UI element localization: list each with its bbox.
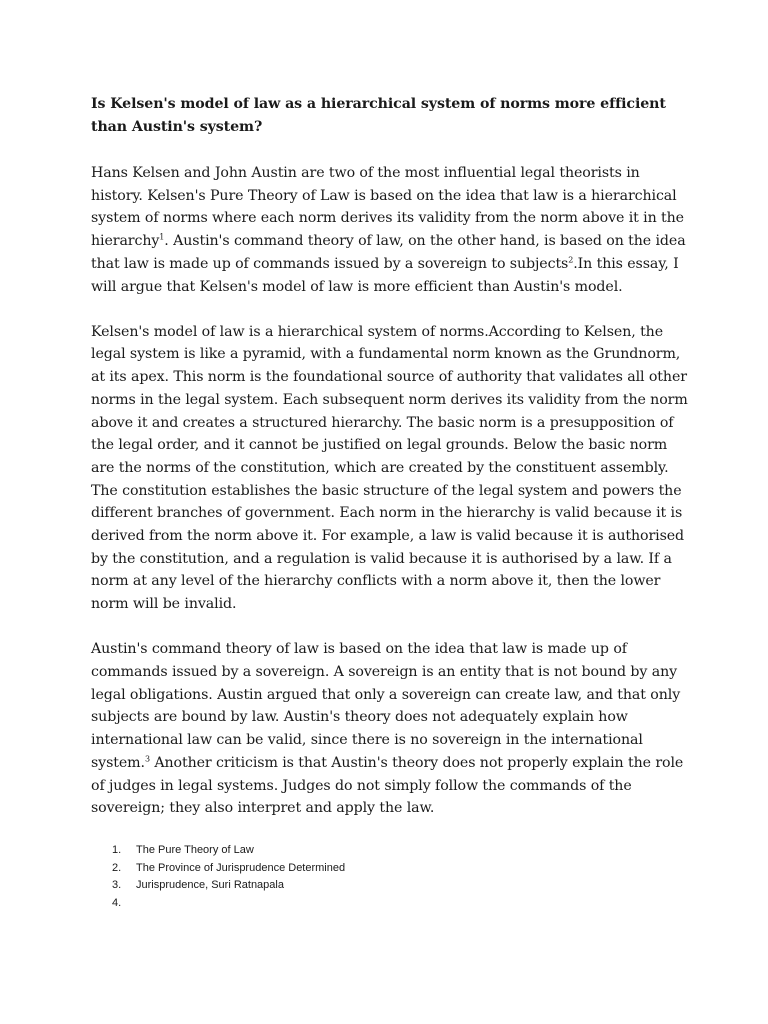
- paragraph-intro: [91, 162, 690, 298]
- paragraph-intro-text-3: .In this essay, I will argue that Kelsen's model of law is more efficient than Austin's model.: [91, 255, 679, 295]
- footnote-item: [91, 842, 690, 860]
- footnote-item: [91, 895, 690, 913]
- footnote-ref-3: 3: [144, 754, 150, 764]
- footnote-number: 3.: [112, 879, 122, 892]
- paragraph-intro-text-2: . Austin's command theory of law, on the other hand, is based on the idea that law is made up of commands issued by a sovereign to subjects: [91, 233, 686, 272]
- footnote-list: [91, 842, 690, 912]
- footnote-ref-1: 1: [159, 232, 165, 242]
- document-title: Is Kelsen's model of law as a hierarchical system of norms more efficient than Austin's system?: [91, 96, 666, 135]
- paragraph-intro-text-1: Hans Kelsen and John Austin are two of the most influential legal theorists in history. Kelsen's Pure Theory of Law is based on the idea that law is a hierarchical system of norms where each norm derives its validity from the norm above it in the hierarchy: [91, 165, 684, 250]
- footnote-text: Jurisprudence, Suri Ratnapala: [136, 879, 284, 892]
- footnote-text: The Pure Theory of Law: [136, 844, 254, 857]
- paragraph-austin-text-1: Austin's command theory of law is based on the idea that law is made up of commands issued by a sovereign. A sovereign is an entity that is not bound by any legal obligations. Austin argued that only a sovereign can create law, and that only subjects are bound by law. Austin's theory does not adequately explain how international law can be valid, since there is no sovereign in the international system.: [91, 641, 681, 771]
- footnote-item: [91, 877, 690, 895]
- footnote-number: 2.: [112, 861, 122, 874]
- footnote-ref-2: 2: [568, 255, 574, 265]
- paragraph-austin-text-2: Another criticism is that Austin's theory does not properly explain the role of judges in legal systems. Judges do not simply follow the commands of the sovereign; they also interpret and apply the law.: [91, 754, 684, 817]
- footnote-number: 1.: [112, 844, 122, 857]
- footnote-number: 4.: [112, 896, 122, 909]
- footnote-text: The Province of Jurisprudence Determined: [136, 861, 346, 874]
- paragraph-kelsen: Kelsen's model of law is a hierarchical system of norms.According to Kelsen, the legal system is like a pyramid, with a fundamental norm known as the Grundnorm, at its apex. This norm is the foundational source of authority that validates all other norms in the legal system. Each subsequent norm derives its validity from the norm above it and creates a structured hierarchy. The basic norm is a presupposition of the legal order, and it cannot be justified on legal grounds. Below the basic norm are the norms of the constitution, which are created by the constituent assembly. The constitution establishes the basic structure of the legal system and powers the different branches of government. Each norm in the hierarchy is valid because it is derived from the norm above it. For example, a law is valid because it is authorised by the constitution, and a regulation is valid because it is authorised by a law. If a norm at any level of the hierarchy conflicts with a norm above it, then the lower norm will be invalid.: [91, 323, 688, 613]
- footnote-item: [91, 860, 690, 878]
- paragraph-austin: [91, 638, 690, 820]
